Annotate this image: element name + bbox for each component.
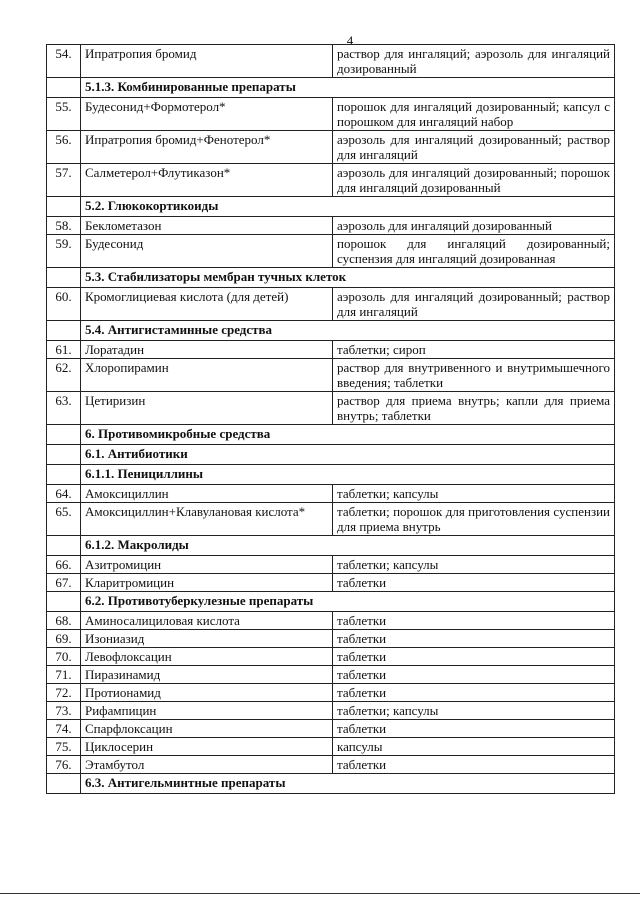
- section-title: 5.3. Стабилизаторы мембран тучных клеток: [81, 268, 615, 288]
- table-row: [47, 574, 615, 592]
- section-title: 6.3. Антигельминтные препараты: [81, 774, 615, 794]
- drug-name: Изониазид: [81, 630, 333, 648]
- table-row: [47, 98, 615, 131]
- row-number: 67.: [47, 574, 81, 592]
- table-row: [47, 341, 615, 359]
- dosage-form: таблетки: [333, 666, 615, 684]
- row-number: 71.: [47, 666, 81, 684]
- drug-name: Протионамид: [81, 684, 333, 702]
- table-row: [47, 235, 615, 268]
- drug-name: Ипратропия бромид: [81, 45, 333, 78]
- section-header-row: [47, 78, 615, 98]
- row-number: 65.: [47, 503, 81, 536]
- drug-name: Аминосалициловая кислота: [81, 612, 333, 630]
- row-number-cell: [47, 268, 81, 288]
- row-number-cell: [47, 197, 81, 217]
- section-header-row: [47, 197, 615, 217]
- row-number: 75.: [47, 738, 81, 756]
- dosage-form: таблетки; капсулы: [333, 702, 615, 720]
- dosage-form: порошок для ингаляций дозированный; капсул с порошком для ингаляций набор: [333, 98, 615, 131]
- drug-name: Кларитромицин: [81, 574, 333, 592]
- table-row: [47, 164, 615, 197]
- drug-name: Циклосерин: [81, 738, 333, 756]
- drug-name: Кромоглициевая кислота (для детей): [81, 288, 333, 321]
- table-row: [47, 720, 615, 738]
- drug-name: Спарфлоксацин: [81, 720, 333, 738]
- table-row: [47, 485, 615, 503]
- dosage-form: таблетки: [333, 756, 615, 774]
- drug-name: Рифампицин: [81, 702, 333, 720]
- drug-name: Этамбутол: [81, 756, 333, 774]
- row-number: 57.: [47, 164, 81, 197]
- row-number: 63.: [47, 392, 81, 425]
- row-number: 70.: [47, 648, 81, 666]
- row-number: 59.: [47, 235, 81, 268]
- section-title: 6.2. Противотуберкулезные препараты: [81, 592, 615, 612]
- dosage-form: раствор для ингаляций; аэрозоль для ингаляций дозированный: [333, 45, 615, 78]
- table-row: [47, 666, 615, 684]
- dosage-form: таблетки: [333, 574, 615, 592]
- dosage-form: таблетки: [333, 720, 615, 738]
- row-number-cell: [47, 536, 81, 556]
- dosage-form: таблетки; капсулы: [333, 556, 615, 574]
- table-row: [47, 684, 615, 702]
- table-row: [47, 503, 615, 536]
- table-row: [47, 648, 615, 666]
- section-title: 6.1.2. Макролиды: [81, 536, 615, 556]
- row-number-cell: [47, 445, 81, 465]
- row-number: 74.: [47, 720, 81, 738]
- section-header-row: [47, 268, 615, 288]
- row-number-cell: [47, 592, 81, 612]
- drug-list-table: [46, 44, 615, 794]
- row-number-cell: [47, 465, 81, 485]
- section-title: 6. Противомикробные средства: [81, 425, 615, 445]
- row-number: 60.: [47, 288, 81, 321]
- dosage-form: таблетки; порошок для приготовления суспензии для приема внутрь: [333, 503, 615, 536]
- drug-name: Будесонид: [81, 235, 333, 268]
- row-number: 64.: [47, 485, 81, 503]
- section-title: 5.2. Глюкокортикоиды: [81, 197, 615, 217]
- table-row: [47, 131, 615, 164]
- dosage-form: таблетки: [333, 630, 615, 648]
- section-header-row: [47, 425, 615, 445]
- table-row: [47, 556, 615, 574]
- row-number-cell: [47, 78, 81, 98]
- row-number: 61.: [47, 341, 81, 359]
- row-number: 69.: [47, 630, 81, 648]
- table-row: [47, 359, 615, 392]
- row-number: 56.: [47, 131, 81, 164]
- drug-name: Амоксициллин+Клавулановая кислота*: [81, 503, 333, 536]
- row-number: 76.: [47, 756, 81, 774]
- dosage-form: раствор для внутривенного и внутримышечного введения; таблетки: [333, 359, 615, 392]
- dosage-form: раствор для приема внутрь; капли для приема внутрь; таблетки: [333, 392, 615, 425]
- drug-name: Левофлоксацин: [81, 648, 333, 666]
- section-title: 6.1.1. Пенициллины: [81, 465, 615, 485]
- dosage-form: таблетки: [333, 648, 615, 666]
- drug-name: Цетиризин: [81, 392, 333, 425]
- section-header-row: [47, 321, 615, 341]
- row-number: 68.: [47, 612, 81, 630]
- dosage-form: таблетки; капсулы: [333, 485, 615, 503]
- drug-name: Будесонид+Формотерол*: [81, 98, 333, 131]
- section-title: 6.1. Антибиотики: [81, 445, 615, 465]
- bottom-rule: [0, 893, 640, 894]
- section-header-row: [47, 445, 615, 465]
- table-row: [47, 288, 615, 321]
- page-number: 4: [346, 33, 354, 48]
- row-number: 72.: [47, 684, 81, 702]
- section-header-row: [47, 465, 615, 485]
- section-title: 5.4. Антигистаминные средства: [81, 321, 615, 341]
- table-row: [47, 630, 615, 648]
- section-header-row: [47, 536, 615, 556]
- dosage-form: аэрозоль для ингаляций дозированный; порошок для ингаляций дозированный: [333, 164, 615, 197]
- row-number: 55.: [47, 98, 81, 131]
- row-number: 62.: [47, 359, 81, 392]
- row-number-cell: [47, 321, 81, 341]
- drug-name: Хлоропирамин: [81, 359, 333, 392]
- dosage-form: таблетки: [333, 684, 615, 702]
- row-number: 66.: [47, 556, 81, 574]
- dosage-form: таблетки; сироп: [333, 341, 615, 359]
- row-number: 73.: [47, 702, 81, 720]
- table-row: [47, 702, 615, 720]
- row-number: 58.: [47, 217, 81, 235]
- row-number-cell: [47, 774, 81, 794]
- section-header-row: [47, 774, 615, 794]
- drug-list-body: [47, 45, 615, 794]
- table-row: [47, 392, 615, 425]
- drug-name: Лоратадин: [81, 341, 333, 359]
- table-row: [47, 217, 615, 235]
- row-number-cell: [47, 425, 81, 445]
- dosage-form: капсулы: [333, 738, 615, 756]
- table-row: [47, 756, 615, 774]
- row-number: 54.: [47, 45, 81, 78]
- drug-name: Беклометазон: [81, 217, 333, 235]
- drug-name: Ипратропия бромид+Фенотерол*: [81, 131, 333, 164]
- table-row: [47, 738, 615, 756]
- drug-name: Пиразинамид: [81, 666, 333, 684]
- dosage-form: аэрозоль для ингаляций дозированный; раствор для ингаляций: [333, 288, 615, 321]
- drug-name: Салметерол+Флутиказон*: [81, 164, 333, 197]
- dosage-form: порошок для ингаляций дозированный; суспензия для ингаляций дозированная: [333, 235, 615, 268]
- dosage-form: таблетки: [333, 612, 615, 630]
- drug-name: Амоксициллин: [81, 485, 333, 503]
- section-title: 5.1.3. Комбинированные препараты: [81, 78, 615, 98]
- drug-name: Азитромицин: [81, 556, 333, 574]
- dosage-form: аэрозоль для ингаляций дозированный; раствор для ингаляций: [333, 131, 615, 164]
- section-header-row: [47, 592, 615, 612]
- table-row: [47, 45, 615, 78]
- dosage-form: аэрозоль для ингаляций дозированный: [333, 217, 615, 235]
- table-row: [47, 612, 615, 630]
